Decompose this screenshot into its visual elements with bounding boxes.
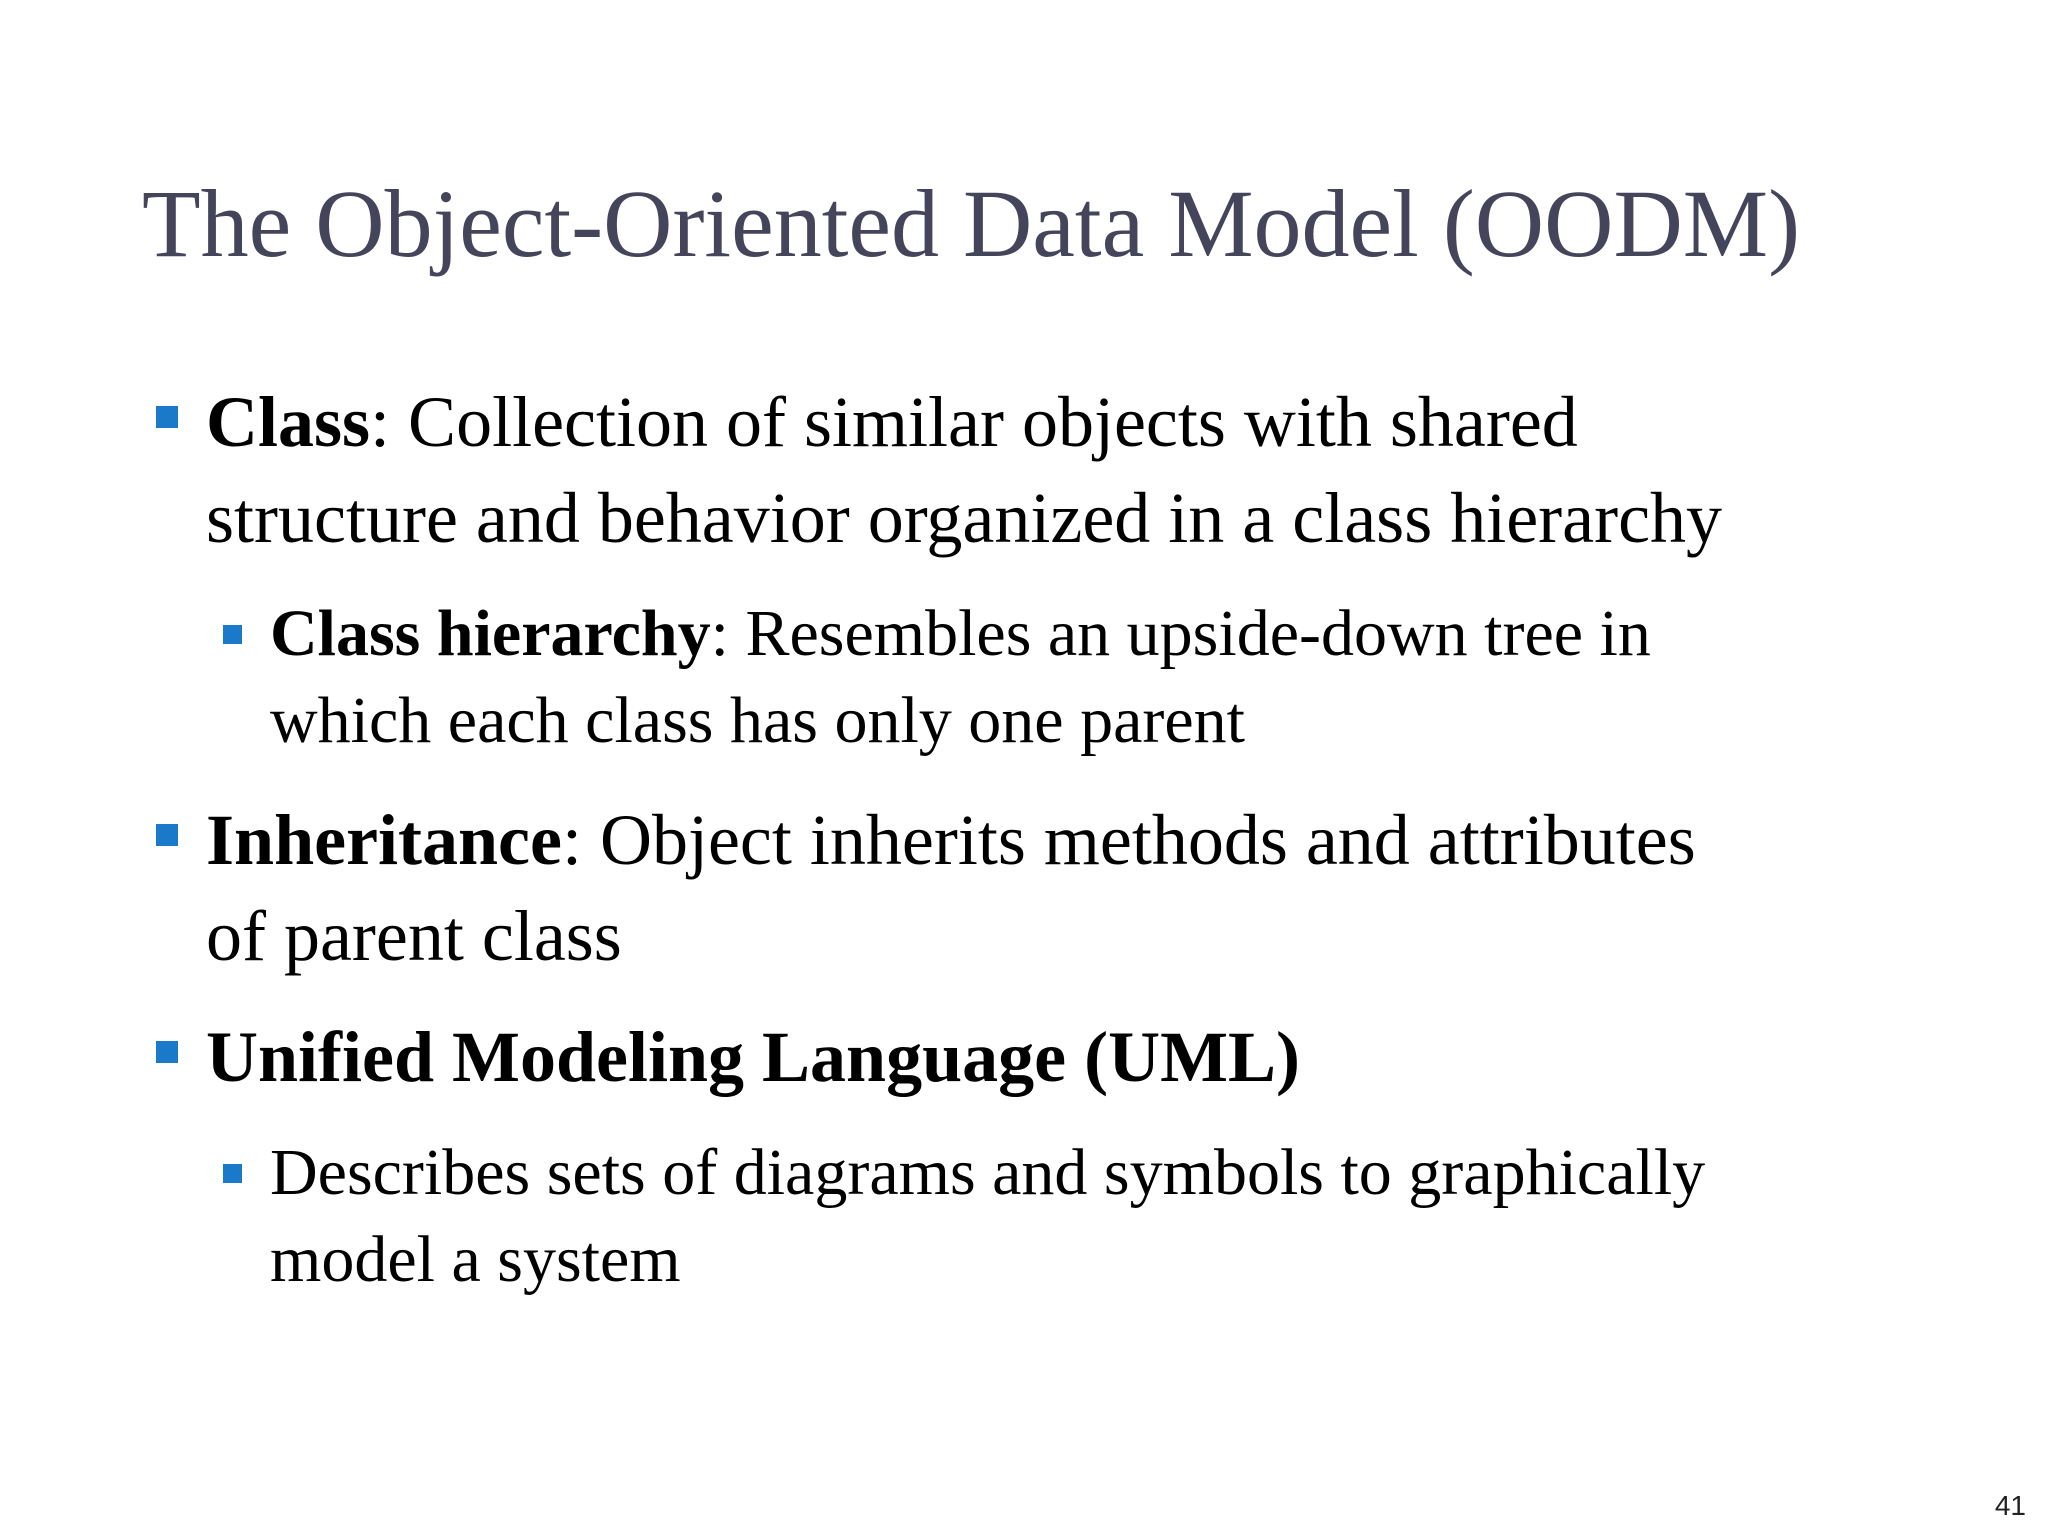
- bullet-text: [270, 590, 1651, 764]
- bullet-text: [270, 1129, 1705, 1303]
- square-bullet-icon: [156, 1041, 178, 1063]
- bullet-line: [206, 374, 1722, 470]
- bullet-line: [206, 792, 1696, 888]
- bullet-text: [206, 792, 1696, 984]
- bullet-line: which each class has only one parent: [270, 684, 1245, 757]
- bullet-description: : Collection of similar objects with shared: [370, 382, 1578, 462]
- bullet-line: structure and behavior organized in a class hierarchy: [206, 478, 1723, 558]
- bullet-line: Describes sets of diagrams and symbols to graphically: [270, 1136, 1706, 1209]
- page-number: 41: [1994, 1490, 2026, 1521]
- square-bullet-icon: [156, 406, 178, 428]
- bullet-line: [270, 590, 1651, 677]
- square-bullet-icon: [156, 824, 178, 846]
- slide-title: The Object-Oriented Data Model (OODM): [142, 170, 1801, 277]
- bullet-term: Inheritance: [206, 800, 562, 880]
- bullet-text: [206, 1009, 1300, 1105]
- bullet-text: [206, 374, 1722, 566]
- bullet-line: [206, 1009, 1300, 1105]
- bullet-term: Unified Modeling Language (UML): [206, 1017, 1301, 1097]
- bullet-line: model a system: [270, 1223, 681, 1296]
- square-bullet-icon: [223, 625, 242, 644]
- bullet-line: of parent class: [206, 896, 622, 976]
- bullet-term: Class: [206, 382, 371, 462]
- bullet-description: : Object inherits methods and attributes: [561, 800, 1696, 880]
- bullet-term: Class hierarchy: [270, 597, 711, 670]
- bullet-description: : Resembles an upside-down tree in: [710, 597, 1651, 670]
- square-bullet-icon: [223, 1164, 242, 1183]
